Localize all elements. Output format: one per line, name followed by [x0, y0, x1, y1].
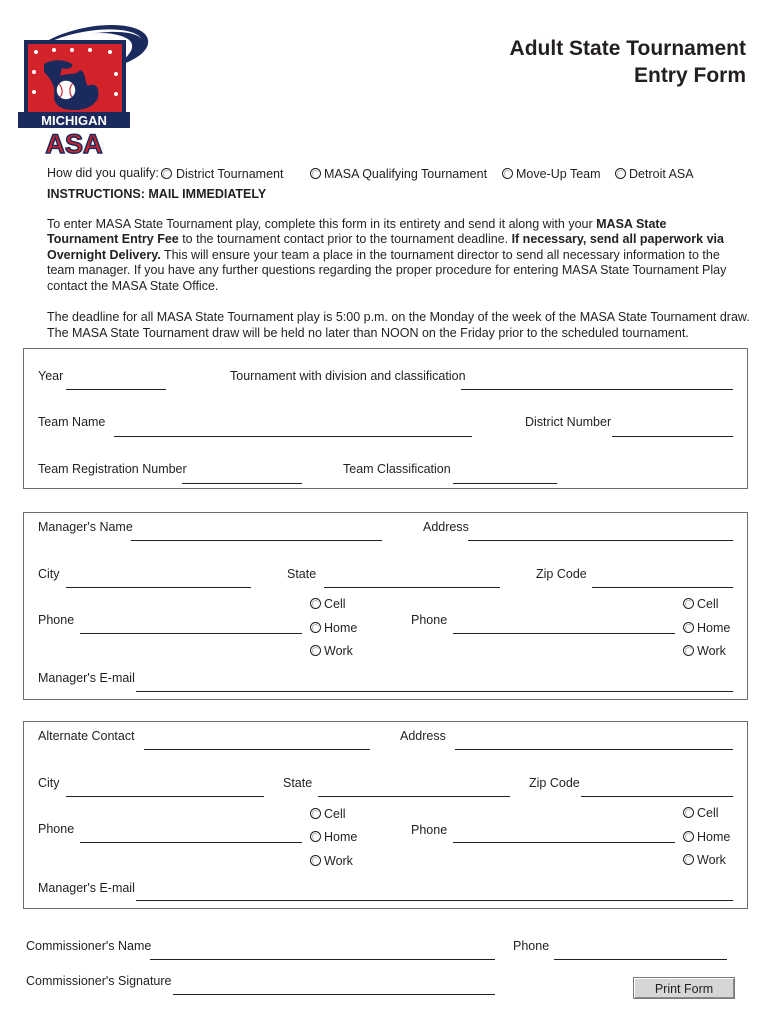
commissioner-phone-label: Phone — [513, 939, 550, 953]
manager-phone1-label: Phone — [38, 613, 75, 627]
tournament-field[interactable] — [461, 389, 733, 390]
alternate-phone2-work-radio[interactable] — [683, 854, 694, 865]
logo-graphic — [14, 20, 154, 156]
alternate-email-label: Manager's E-mail — [38, 881, 135, 895]
manager-state-field[interactable] — [324, 587, 500, 588]
alternate-phone2-home-radio[interactable] — [683, 831, 694, 842]
team-name-field[interactable] — [114, 436, 472, 437]
alternate-phone2-cell-label: Cell — [697, 806, 719, 820]
commissioner-signature-label: Commissioner's Signature — [26, 974, 172, 988]
commissioner-phone-field[interactable] — [554, 959, 727, 960]
qualify-moveup-radio[interactable] — [502, 168, 513, 179]
team-classification-label: Team Classification — [343, 462, 451, 476]
manager-phone1-cell-label: Cell — [324, 597, 346, 611]
alternate-phone2-label: Phone — [411, 823, 448, 837]
qualify-masa-label: MASA Qualifying Tournament — [324, 167, 488, 181]
manager-phone1-home-label: Home — [324, 621, 358, 635]
manager-phone1-cell-radio[interactable] — [310, 598, 321, 609]
alternate-zip-label: Zip Code — [529, 776, 580, 790]
manager-phone2-work-radio[interactable] — [683, 645, 694, 656]
manager-address-label: Address — [423, 520, 469, 534]
district-number-field[interactable] — [612, 436, 733, 437]
alternate-zip-field[interactable] — [581, 796, 733, 797]
alternate-phone1-work-label: Work — [324, 854, 353, 868]
year-field[interactable] — [66, 389, 166, 390]
manager-phone2-cell-label: Cell — [697, 597, 719, 611]
qualify-label: How did you qualify: — [47, 166, 159, 180]
qualify-masa-radio[interactable] — [310, 168, 321, 179]
instructions-heading: INSTRUCTIONS: MAIL IMMEDIATELY — [47, 187, 267, 201]
manager-address-field[interactable] — [468, 540, 733, 541]
instructions-paragraph-1 — [47, 217, 733, 294]
logo-text-michigan: MICHIGAN — [41, 113, 107, 128]
alternate-phone1-cell-label: Cell — [324, 807, 346, 821]
form-title-line2: Entry Form — [633, 64, 746, 87]
qualify-district-radio[interactable] — [161, 168, 172, 179]
qualify-detroit-label: Detroit ASA — [629, 167, 694, 181]
alternate-address-field[interactable] — [455, 749, 733, 750]
draw-text: The MASA State Tournament draw will be held no later than NOON on the Friday prior to the scheduled tournament. — [47, 326, 689, 340]
manager-phone1-field[interactable] — [80, 633, 302, 634]
alternate-name-label: Alternate Contact — [38, 729, 135, 743]
alternate-name-field[interactable] — [144, 749, 370, 750]
commissioner-name-label: Commissioner's Name — [26, 939, 152, 953]
print-form-button[interactable]: Print Form — [633, 977, 735, 999]
alternate-phone2-field[interactable] — [453, 842, 675, 843]
manager-email-label: Manager's E-mail — [38, 671, 135, 685]
manager-city-field[interactable] — [66, 587, 251, 588]
alternate-email-field[interactable] — [136, 900, 733, 901]
deadline-text: The deadline for all MASA State Tournament play is 5:00 p.m. on the Monday of the week of the MASA State Tournament draw. — [47, 310, 750, 324]
alternate-phone1-label: Phone — [38, 822, 75, 836]
instructions-bold-fee: MASA State Tournament Entry Fee — [47, 217, 667, 247]
manager-phone2-cell-radio[interactable] — [683, 598, 694, 609]
manager-phone2-field[interactable] — [453, 633, 675, 634]
form-title-line1: Adult State Tournament — [509, 37, 746, 60]
manager-phone2-work-label: Work — [697, 644, 726, 658]
alternate-city-field[interactable] — [66, 796, 264, 797]
alternate-phone1-work-radio[interactable] — [310, 855, 321, 866]
alternate-phone2-home-label: Home — [697, 830, 731, 844]
manager-name-label: Manager's Name — [38, 520, 133, 534]
registration-number-label: Team Registration Number — [38, 462, 187, 476]
manager-name-field[interactable] — [131, 540, 382, 541]
instructions-text: to the tournament contact prior to the tournament deadline. — [178, 232, 512, 247]
instructions-bold-overnight: If necessary, send all paperwork via Overnight Delivery. — [47, 232, 724, 262]
alternate-address-label: Address — [400, 729, 446, 743]
instructions-text: To enter MASA State Tournament play, complete this form in its entirety and send it along with your — [47, 217, 597, 231]
year-label: Year — [38, 369, 64, 383]
manager-phone1-work-radio[interactable] — [310, 645, 321, 656]
tournament-label: Tournament with division and classification — [230, 369, 466, 383]
alternate-phone1-home-radio[interactable] — [310, 831, 321, 842]
alternate-phone1-field[interactable] — [80, 842, 302, 843]
manager-zip-label: Zip Code — [536, 567, 587, 581]
alternate-phone1-home-label: Home — [324, 830, 358, 844]
commissioner-name-field[interactable] — [150, 959, 495, 960]
manager-phone1-work-label: Work — [324, 644, 353, 658]
alternate-phone2-cell-radio[interactable] — [683, 807, 694, 818]
michigan-asa-logo — [14, 20, 154, 156]
alternate-state-label: State — [283, 776, 313, 790]
manager-phone2-label: Phone — [411, 613, 448, 627]
registration-number-field[interactable] — [182, 483, 302, 484]
alternate-state-field[interactable] — [318, 796, 510, 797]
manager-phone1-home-radio[interactable] — [310, 622, 321, 633]
manager-phone2-home-label: Home — [697, 621, 731, 635]
manager-zip-field[interactable] — [592, 587, 733, 588]
qualify-district-label: District Tournament — [176, 167, 284, 181]
qualify-detroit-radio[interactable] — [615, 168, 626, 179]
commissioner-signature-field[interactable] — [173, 994, 495, 995]
qualify-moveup-label: Move-Up Team — [516, 167, 601, 181]
manager-email-field[interactable] — [136, 691, 733, 692]
district-number-label: District Number — [525, 415, 612, 429]
logo-text-asa: ASA — [45, 129, 103, 156]
manager-phone2-home-radio[interactable] — [683, 622, 694, 633]
team-name-label: Team Name — [38, 415, 106, 429]
alternate-phone1-cell-radio[interactable] — [310, 808, 321, 819]
manager-city-label: City — [38, 567, 60, 581]
alternate-city-label: City — [38, 776, 60, 790]
instructions-text: This will ensure your team a place in the tournament director to send all necessary information to the team manager. If you have any further questions regarding the proper procedure for entering MASA State Tournament Play contact the MASA State Office. — [47, 247, 727, 293]
alternate-phone2-work-label: Work — [697, 853, 726, 867]
team-classification-field[interactable] — [453, 483, 557, 484]
manager-state-label: State — [287, 567, 317, 581]
